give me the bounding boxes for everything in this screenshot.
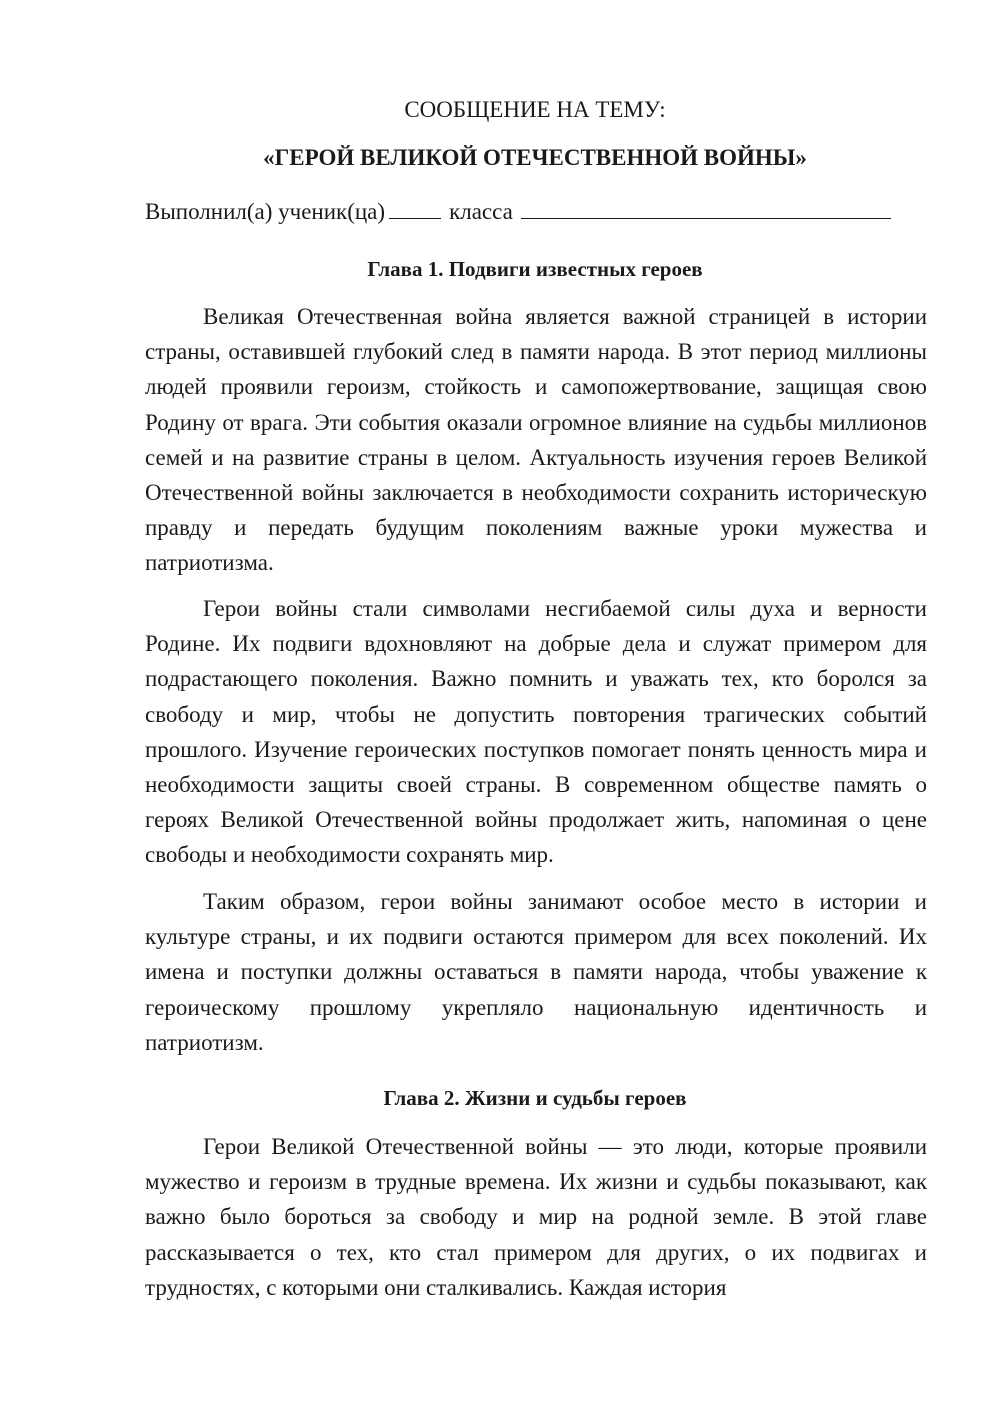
author-line [145, 197, 925, 227]
chapter-2-paragraph-1: Герои Великой Отечественной войны — это люди, которые проявили мужество и героизм в трудные времена. Их жизни и судьбы показывают, как важно было бороться за свободу и мир на родной земле. В этой главе рассказывается о тех, кто стал примером для других, о их подвигах и трудностях, с которыми они сталкивались. Каждая история [145, 1134, 927, 1300]
chapter-1-paragraph-2: Герои войны стали символами несгибаемой силы духа и верности Родине. Их подвиги вдохновляют на добрые дела и служат примером для подрастающего поколения. Важно помнить и уважать тех, кто боролся за свободу и мир, чтобы не допустить повторения трагических событий прошлого. Изучение героических поступков помогает понять ценность мира и необходимости защиты своей страны. В современном обществе память о героях Великой Отечественной войны продолжает жить, напоминая о цене свободы и необходимости сохранять мир. [145, 596, 927, 868]
chapter-1-paragraph-3: Таким образом, герои войны занимают особое место в истории и культуре страны, и их подвиги остаются примером для всех поколений. Их имена и поступки должны оставаться в памяти народа, чтобы уважение к героическому прошлому укрепляло национальную идентичность и патриотизм. [145, 889, 927, 1055]
author-class-word: класса [449, 199, 513, 224]
chapter-1-heading: Глава 1. Подвиги известных героев [367, 257, 703, 281]
class-blank-field [389, 198, 441, 219]
document-title-line-1: СООБЩЕНИЕ НА ТЕМУ: [404, 97, 666, 122]
document-title-line-2: «ГЕРОЙ ВЕЛИКОЙ ОТЕЧЕСТВЕННОЙ ВОЙНЫ» [263, 145, 807, 170]
chapter-2-heading: Глава 2. Жизни и судьбы героев [383, 1086, 687, 1110]
name-blank-field [521, 198, 891, 219]
chapter-1-paragraph-1: Великая Отечественная война является важной страницей в истории страны, оставившей глубокий след в памяти народа. В этот период миллионы людей проявили героизм, стойкость и самопожертвование, защищая свою Родину от врага. Эти события оказали огромное влияние на судьбы миллионов семей и на развитие страны в целом. Актуальность изучения героев Великой Отечественной войны заключается в необходимости сохранить историческую правду и передать будущим поколениям важные уроки мужества и патриотизма. [145, 304, 927, 576]
author-prefix: Выполнил(а) ученик(ца) [145, 199, 386, 224]
